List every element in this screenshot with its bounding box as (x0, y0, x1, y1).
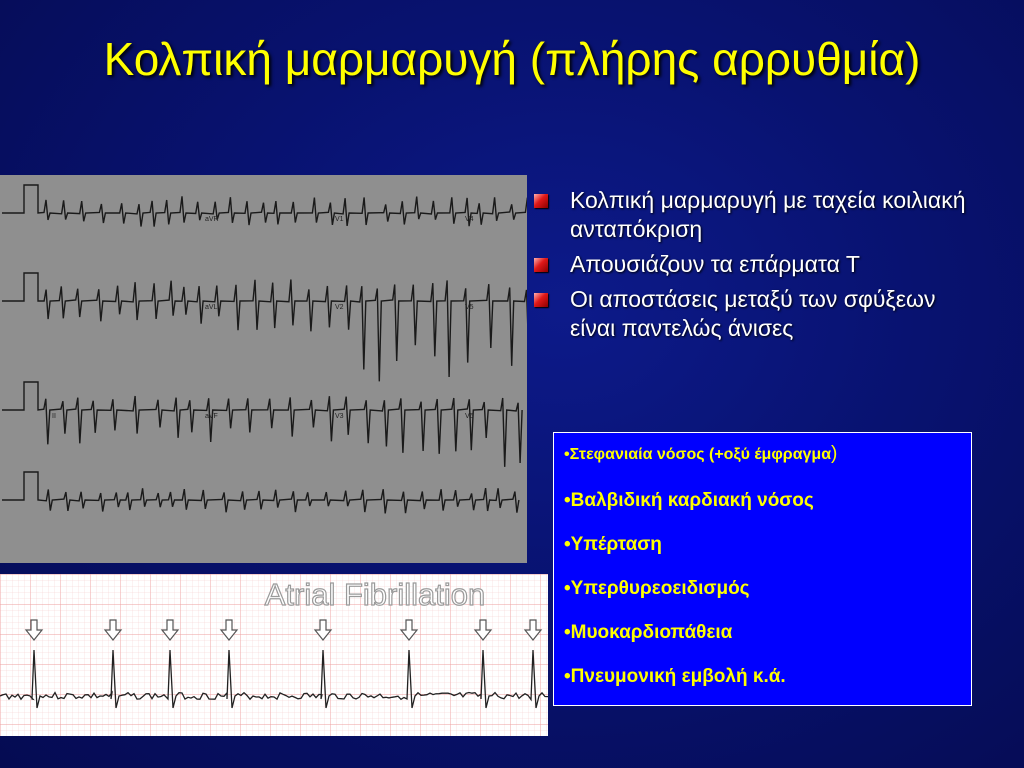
bullet-item (533, 285, 973, 343)
ecg-lead-trace (2, 185, 527, 227)
af-watermark: Atrial Fibrillation (264, 577, 486, 612)
cause-item: •Μυοκαρδιοπάθεια (564, 622, 733, 643)
bullet-item (533, 186, 973, 244)
lead-label: aVL (205, 304, 218, 311)
bullet-square-icon (534, 194, 548, 208)
bullet-square-icon (534, 258, 548, 272)
lead-label: aVF (205, 413, 218, 420)
bullet-text: Οι αποστάσεις μεταξύ των σφύξεων είναι παντελώς άνισες (570, 286, 936, 341)
ecg-lead-trace (2, 382, 522, 467)
lead-label: V3 (335, 413, 344, 420)
cause-item: •Υπέρταση (564, 534, 662, 555)
cause-paren: ) (831, 443, 838, 464)
cause-item: •Βαλβιδική καρδιακή νόσος (564, 490, 814, 511)
ecg-lead-trace (2, 273, 527, 381)
bullet-item (533, 250, 973, 279)
lead-label: V1 (335, 216, 344, 223)
cause-text: •Στεφανιαία νόσος (+οξύ έμφραγμα (564, 446, 832, 463)
bullet-list (533, 186, 973, 349)
lead-label: aVR (205, 216, 219, 223)
bullet-text: Κολπική μαρμαρυγή με ταχεία κοιλιακή ανταπόκριση (570, 187, 966, 242)
ecg-lead-trace (2, 472, 519, 513)
lead-label: II (52, 413, 56, 420)
cause-item: •Υπερθυρεοειδισμός (564, 578, 750, 599)
causes-box (553, 432, 972, 706)
cause-item (564, 443, 971, 466)
bullet-text: Απουσιάζουν τα επάρματα Τ (570, 251, 860, 277)
atrial-fibrillation-strip (0, 574, 548, 736)
cause-item: •Πνευμονική εμβολή κ.ά. (564, 666, 786, 687)
lead-label: V2 (335, 304, 344, 311)
lead-label: V6 (465, 413, 474, 420)
ecg-12-lead-image (0, 175, 527, 563)
bullet-square-icon (534, 293, 548, 307)
lead-label: V4 (465, 216, 474, 223)
lead-label: V5 (465, 304, 474, 311)
slide-title: Κολπική μαρμαρυγή (πλήρης αρρυθμία) (103, 33, 921, 85)
